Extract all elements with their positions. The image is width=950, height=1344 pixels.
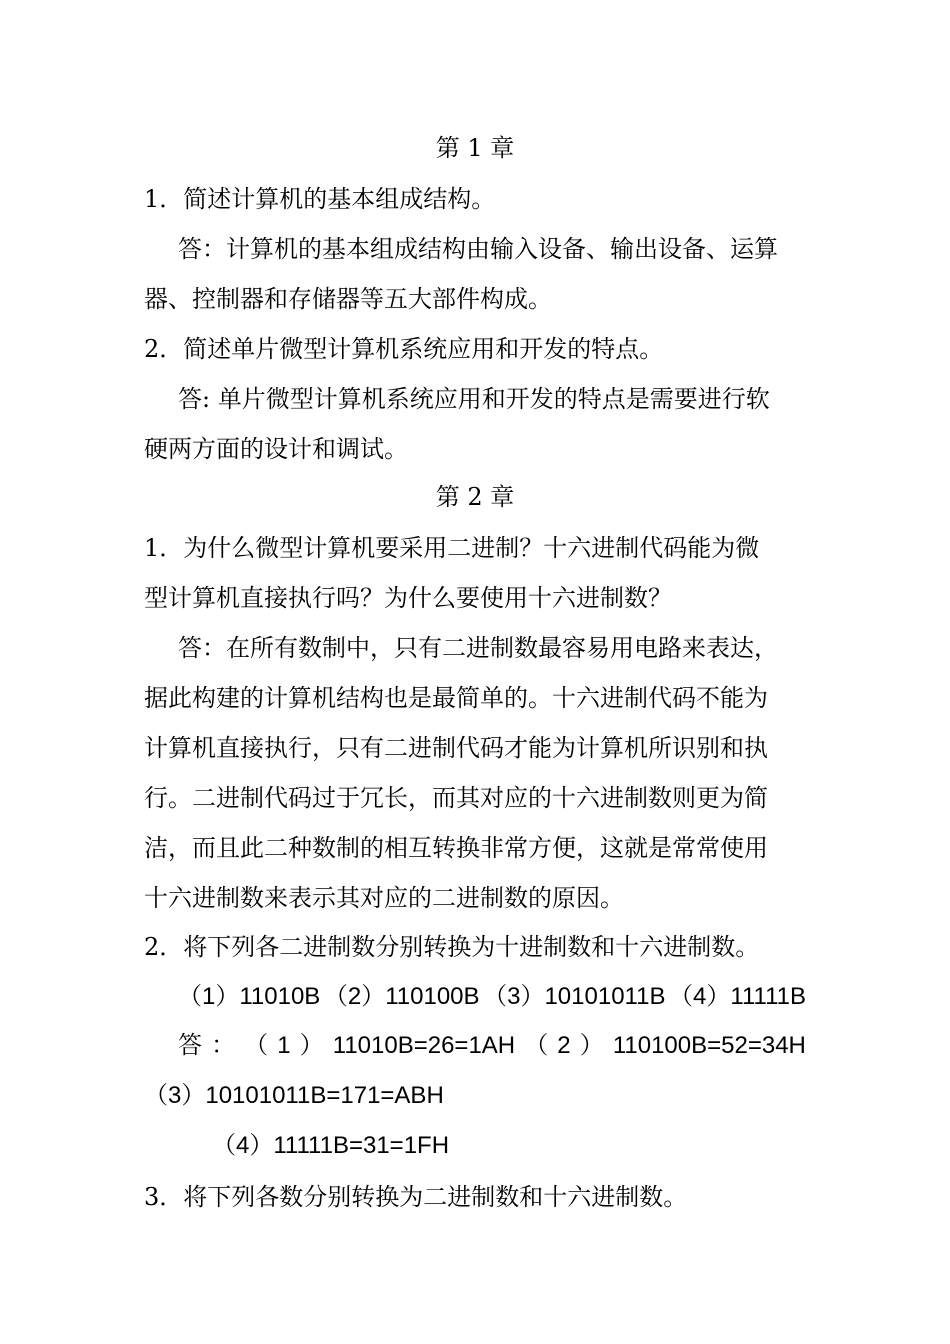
chapter-1-question-2: 2．简述单片微型计算机系统应用和开发的特点。 xyxy=(144,335,664,363)
chapter-1-answer-1-line-1: 答：计算机的基本组成结构由输入设备、输出设备、运算 xyxy=(178,235,778,263)
binary-item-1: （1）11010B xyxy=(178,983,321,1010)
chapter-2-answer-2-line-3: （4）11111B=31=1FH xyxy=(212,1132,450,1159)
chapter-2-answer-1-line-6: 十六进制数来表示其对应的二进制数的原因。 xyxy=(144,884,624,912)
chapter-2-question-1-line-1: 1．为什么微型计算机要采用二进制？十六进制代码能为微 xyxy=(144,534,760,562)
paren-open: （ xyxy=(524,1032,549,1059)
chapter-2-answer-1-line-1: 答：在所有数制中，只有二进制数最容易用电路来表达， xyxy=(178,634,778,662)
chapter-2-answer-1-line-5: 洁，而且此二种数制的相互转换非常方便，这就是常常使用 xyxy=(144,834,768,862)
chapter-2-answer-1-line-2: 据此构建的计算机结构也是最简单的。十六进制代码不能为 xyxy=(144,684,768,712)
paren-close: ） xyxy=(579,1032,604,1059)
binary-item-3: （3）10101011B xyxy=(483,983,666,1010)
item-number: 1 xyxy=(277,1032,291,1059)
answer-colon: ： xyxy=(211,1032,236,1059)
item-number: 2 xyxy=(557,1032,571,1059)
conversion-1: 11010B=26=1AH xyxy=(332,1032,516,1059)
chapter-2-question-1-line-2: 型计算机直接执行吗？为什么要使用十六进制数？ xyxy=(144,584,672,612)
chapter-2-heading: 第 2 章 xyxy=(435,483,515,511)
chapter-2-question-2: 2．将下列各二进制数分别转换为十进制数和十六进制数。 xyxy=(144,933,760,961)
chapter-1-answer-2-line-1: 答: 单片微型计算机系统应用和开发的特点是需要进行软 xyxy=(178,385,770,413)
chapter-2-answer-2-line-1 xyxy=(178,1031,806,1061)
paren-close: ） xyxy=(299,1032,324,1059)
conversion-2: 110100B=52=34H xyxy=(612,1032,806,1059)
chapter-1-answer-2-line-2: 硬两方面的设计和调试。 xyxy=(144,435,408,463)
chapter-2-question-3: 3．将下列各数分别转换为二进制数和十六进制数。 xyxy=(144,1183,688,1211)
binary-item-2: （2）110100B xyxy=(323,983,480,1010)
chapter-1-heading: 第 1 章 xyxy=(435,134,515,162)
chapter-2-question-2-items xyxy=(178,982,806,1012)
binary-item-4: （4）11111B xyxy=(669,983,806,1010)
chapter-1-answer-1-line-2: 器、控制器和存储器等五大部件构成。 xyxy=(144,285,552,313)
chapter-1-question-1: 1．简述计算机的基本组成结构。 xyxy=(144,185,496,213)
chapter-2-answer-1-line-3: 计算机直接执行，只有二进制代码才能为计算机所识别和执 xyxy=(144,734,768,762)
chapter-2-answer-1-line-4: 行。二进制代码过于冗长，而其对应的十六进制数则更为简 xyxy=(144,784,768,812)
paren-open: （ xyxy=(244,1032,269,1059)
answer-label: 答 xyxy=(178,1032,202,1059)
chapter-2-answer-2-line-2: （3）10101011B=171=ABH xyxy=(144,1082,444,1109)
